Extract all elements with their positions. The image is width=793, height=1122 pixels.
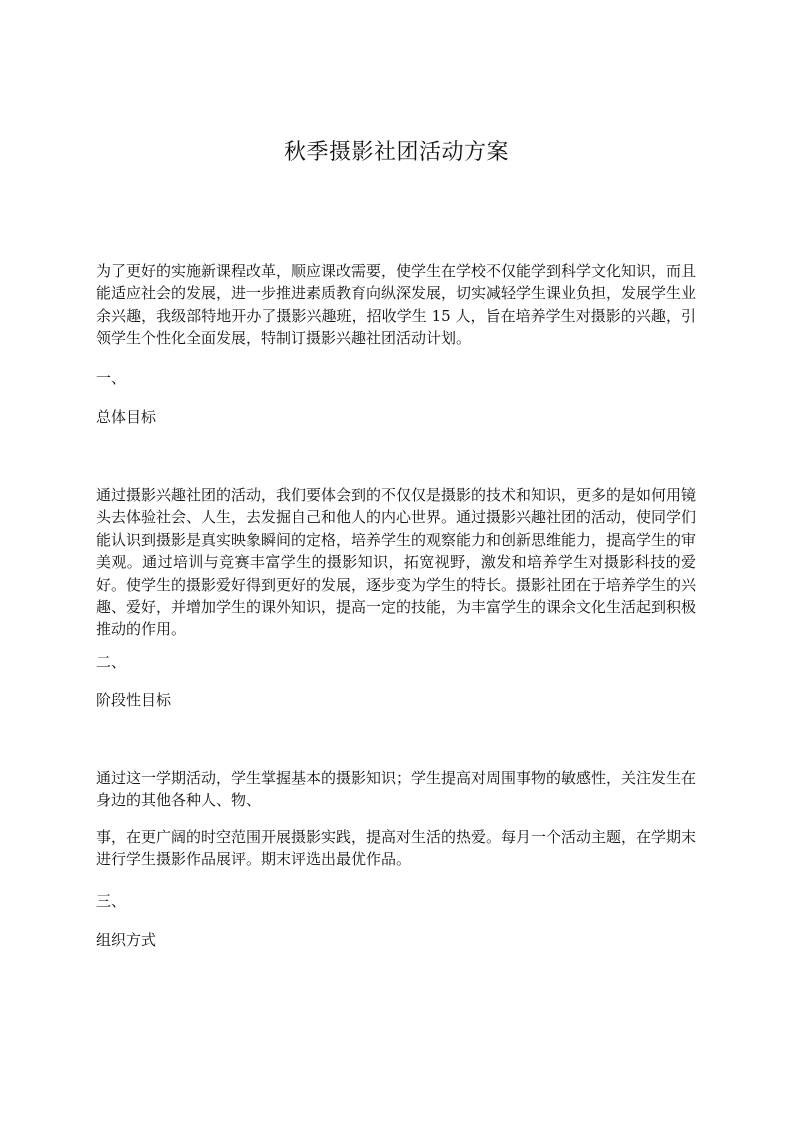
section-3-number: 三、 — [96, 892, 127, 910]
section-2-body-1: 通过这一学期活动，学生掌握基本的摄影知识；学生提高对周围事物的敏感性，关注发生在身边的其他各种人、物、 — [96, 769, 697, 810]
section-3-heading: 组织方式 — [96, 931, 157, 949]
section-1-body: 通过摄影兴趣社团的活动，我们要体会到的不仅仅是摄影的技术和知识，更多的是如何用镜头去体验社会、人生，去发掘自己和他人的内心世界。通过摄影兴趣社团的活动，使同学们能认识到摄影是真实映象瞬间的定格，培养学生的观察能力和创新思维能力，提高学生的审美观。通过培训与竞赛丰富学生的摄影知识，拓宽视野，激发和培养学生对摄影科技的爱好。使学生的摄影爱好得到更好的发展，逐步变为学生的特长。摄影社团在于培养学生的兴趣、爱好，并增加学生的课外知识，提高一定的技能，为丰富学生的课余文化生活起到积极推动的作用。 — [96, 486, 697, 639]
section-2-body-2: 事，在更广阔的时空范围开展摄影实践，提高对生活的热爱。每月一个活动主题，在学期末进行学生摄影作品展评。期末评选出最优作品。 — [96, 828, 697, 869]
section-1-heading: 总体目标 — [96, 408, 157, 426]
section-2-number: 二、 — [96, 653, 127, 671]
intro-paragraph: 为了更好的实施新课程改革，顺应课改需要，使学生在学校不仅能学到科学文化知识，而且能适应社会的发展，进一步推进素质教育向纵深发展，切实减轻学生课业负担，发展学生业余兴趣，我级部特地开办了摄影兴趣班，招收学生 15 人，旨在培养学生对摄影的兴趣，引领学生个性化全面发展，特制订摄影兴趣社团活动计划。 — [96, 262, 697, 348]
document-title: 秋季摄影社团活动方案 — [283, 140, 509, 165]
section-2-heading: 阶段性目标 — [96, 691, 172, 709]
section-1-number: 一、 — [96, 369, 127, 387]
